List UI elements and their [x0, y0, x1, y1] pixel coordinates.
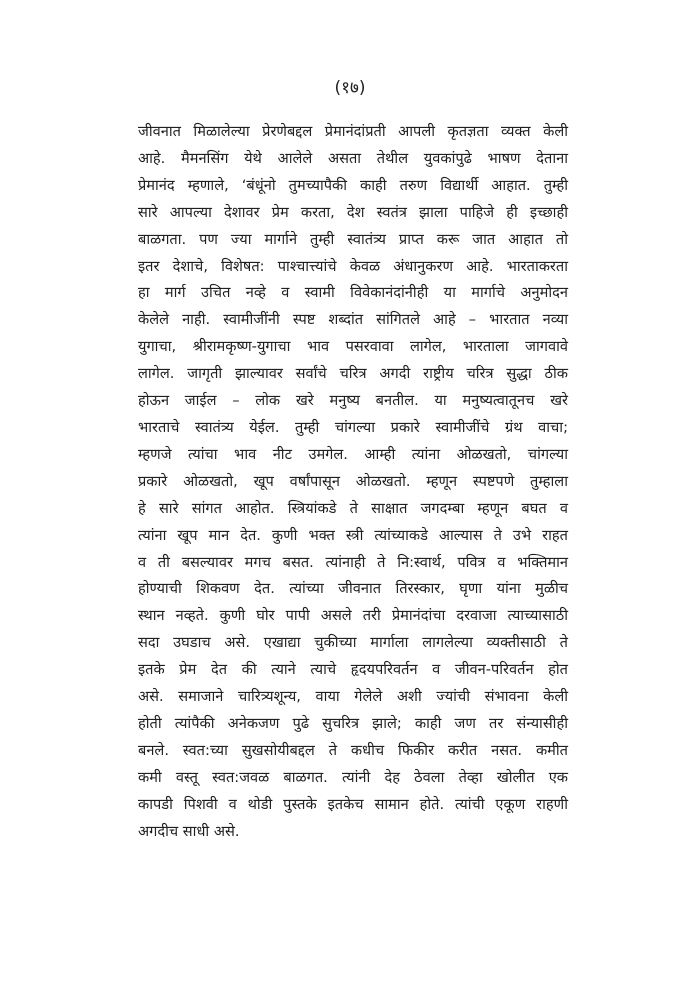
text-line: इतके प्रेम देत की त्याने त्याचे हृदयपरिवर्तन व जीवन-परिवर्तन होत [138, 661, 568, 679]
text-line: स्थान नव्हते. कुणी घोर पापी असले तरी प्रेमानंदांचा दरवाजा त्याच्यासाठी [138, 607, 568, 625]
text-line: कमी वस्तू स्वत:जवळ बाळगत. त्यांनी देह ठेवला तेव्हा खोलीत एक [138, 768, 568, 786]
text-line: होती त्यांपैकी अनेकजण पुढे सुचरित्र झाले; काही जण तर संन्यासीही [138, 714, 568, 732]
text-line: होण्याची शिकवण देत. त्यांच्या जीवनात तिरस्कार, घृणा यांना मुळीच [138, 580, 568, 598]
text-line: जीवनात मिळालेल्या प्रेरणेबद्दल प्रेमानंदांप्रती आपली कृतज्ञता व्यक्त केली [138, 123, 568, 140]
text-line: सदा उघडाच असे. एखाद्या चुकीच्या मार्गाला लागलेल्या व्यक्तीसाठी ते [138, 634, 568, 652]
text-line: अगदीच साधी असे. [138, 822, 240, 840]
text-line: हे सारे सांगत आहोत. स्त्रियांकडे ते साक्षात जगदम्बा म्हणून बघत व [138, 499, 568, 517]
text-line: भारताचे स्वातंत्र्य येईल. तुम्ही चांगल्या प्रकारे स्वामीजींचे ग्रंथ वाचा; [138, 418, 568, 436]
text-line: व ती बसल्यावर मगच बसत. त्यांनाही ते नि:स्वार्थ, पवित्र व भक्तिमान [138, 553, 568, 571]
text-line: हा मार्ग उचित नव्हे व स्वामी विवेकानंदांनीही या मार्गाचे अनुमोदन [138, 284, 568, 302]
text-line: होऊन जाईल – लोक खरे मनुष्य बनतील. या मनुष्यत्वातूनच खरे [138, 392, 568, 410]
text-line: म्हणजे त्यांचा भाव नीट उमगेल. आम्ही त्यांना ओळखतो, चांगल्या [138, 445, 568, 463]
text-line: केलेले नाही. स्वामीजींनी स्पष्ट शब्दांत सांगितले आहे – भारतात नव्या [138, 311, 568, 329]
text-line: कापडी पिशवी व थोडी पुस्तके इतकेच सामान होते. त्यांची एकूण राहणी [138, 795, 568, 813]
text-line: लागेल. जागृती झाल्यावर सर्वांचे चरित्र अगदी राष्ट्रीय चरित्र सुद्धा ठीक [138, 365, 568, 383]
text-line: बनले. स्वत:च्या सुखसोयीबद्दल ते कधीच फिकीर करीत नसत. कमीत [138, 741, 568, 759]
text-line: त्यांना खूप मान देत. कुणी भक्त स्त्री त्यांच्याकडे आल्यास ते उभे राहत [138, 526, 568, 544]
text-line: असे. समाजाने चारित्र्यशून्य, वाया गेलेले अशी ज्यांची संभावना केली [138, 688, 568, 706]
text-line: प्रकारे ओळखतो, खूप वर्षांपासून ओळखतो. म्हणून स्पष्टपणे तुम्हाला [138, 472, 568, 490]
text-line: आहे. मैमनसिंग येथे आलेले असता तेथील युवकांपुढे भाषण देताना [138, 149, 568, 167]
text-line: इतर देशाचे, विशेषत: पाश्चात्त्यांचे केवळ अंधानुकरण आहे. भारताकरता [138, 257, 568, 275]
text-line: बाळगता. पण ज्या मार्गाने तुम्ही स्वातंत्र्य प्राप्त करू जात आहात तो [138, 230, 568, 248]
page-number: (१७) [334, 78, 366, 98]
text-line: प्रेमानंद म्हणाले, ‘बंधूंनो तुमच्यापैकी काही तरुण विद्यार्थी आहात. तुम्ही [138, 176, 568, 194]
text-line: युगाचा, श्रीरामकृष्ण-युगाचा भाव पसरवावा लागेल, भारताला जागवावे [138, 338, 568, 356]
body-paragraph [138, 119, 568, 845]
text-line: सारे आपल्या देशावर प्रेम करता, देश स्वतंत्र झाला पाहिजे ही इच्छाही [138, 203, 568, 221]
